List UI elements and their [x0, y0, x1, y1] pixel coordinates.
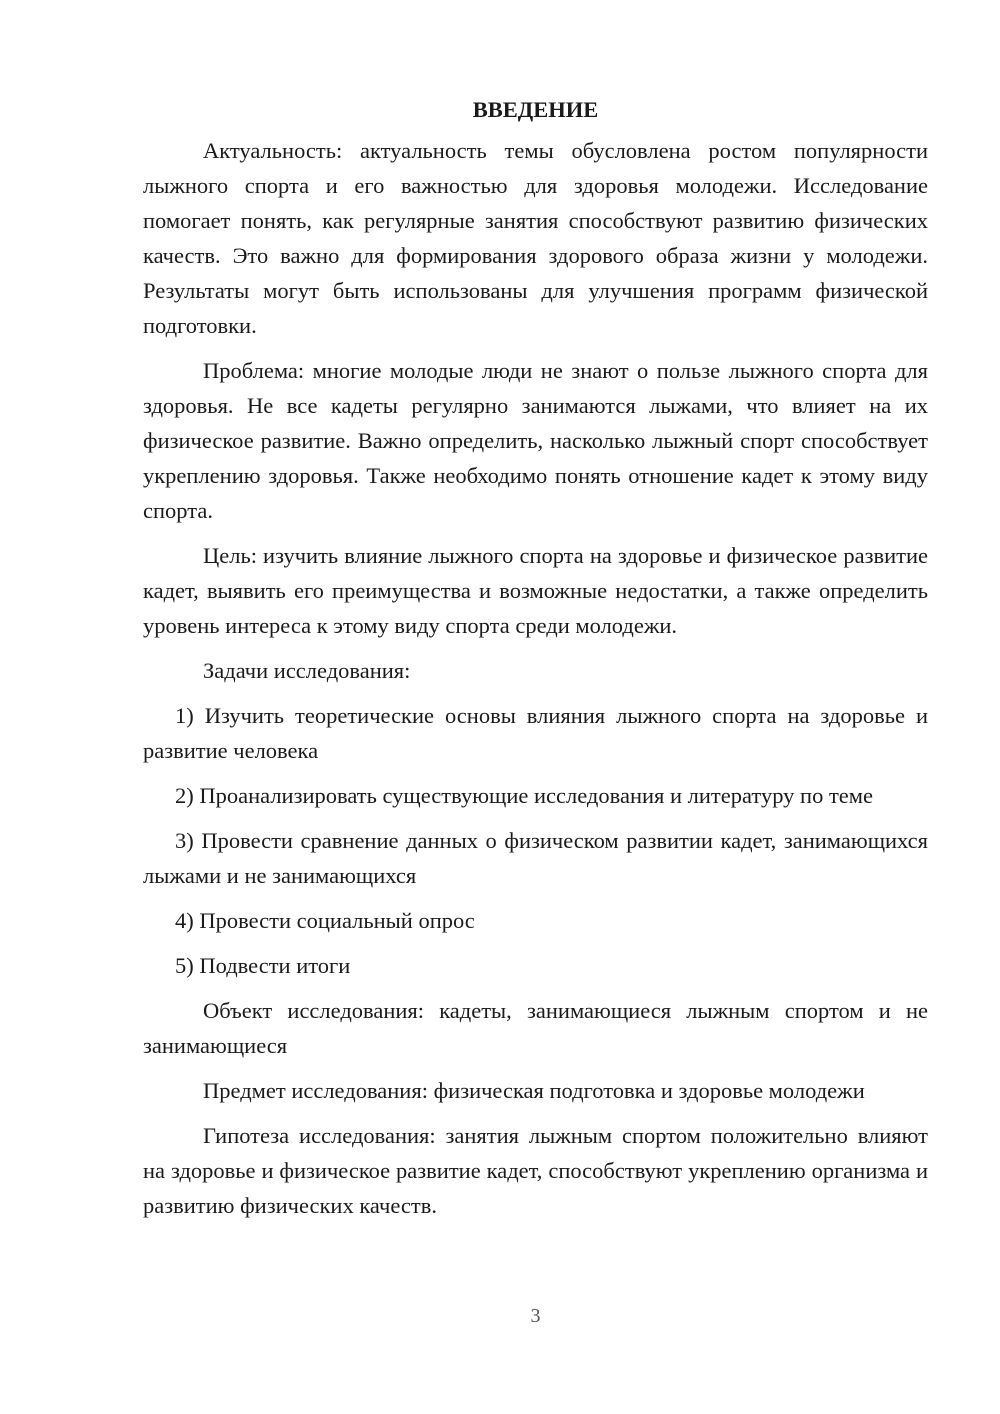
- task-item: 2) Проанализировать существующие исследования и литературу по теме: [175, 783, 873, 808]
- relevance-paragraph: Актуальность: актуальность темы обусловлена ростом популярности лыжного спорта и его важностью для здоровья молодежи. Исследование помогает понять, как регулярные занятия способствуют развитию физических качеств. Это важно для формирования здорового образа жизни у молодежи. Результаты могут быть использованы для улучшения программ физической подготовки.: [143, 138, 928, 338]
- task-item: 3) Провести сравнение данных о физическом развитии кадет, занимающихся лыжами и не занимающихся: [143, 828, 928, 888]
- tasks-heading: Задачи исследования:: [203, 658, 411, 683]
- research-subject-paragraph: Предмет исследования: физическая подготовка и здоровье молодежи: [203, 1078, 865, 1103]
- hypothesis-paragraph: Гипотеза исследования: занятия лыжным спортом положительно влияют на здоровье и физическое развитие кадет, способствуют укреплению организма и развитию физических качеств.: [143, 1123, 928, 1218]
- task-item: 4) Провести социальный опрос: [175, 908, 475, 933]
- task-item: 5) Подвести итоги: [175, 953, 351, 978]
- problem-paragraph: Проблема: многие молодые люди не знают о пользе лыжного спорта для здоровья. Не все кадеты регулярно занимаются лыжами, что влияет на их физическое развитие. Важно определить, насколько лыжный спорт способствует укреплению здоровья. Также необходимо понять отношение кадет к этому виду спорта.: [143, 358, 928, 523]
- task-item: 1) Изучить теоретические основы влияния лыжного спорта на здоровье и развитие человека: [143, 703, 928, 763]
- goal-paragraph: Цель: изучить влияние лыжного спорта на здоровье и физическое развитие кадет, выявить его преимущества и возможные недостатки, а также определить уровень интереса к этому виду спорта среди молодежи.: [143, 543, 928, 638]
- research-object-paragraph: Объект исследования: кадеты, занимающиеся лыжным спортом и не занимающиеся: [143, 998, 928, 1058]
- section-title: ВВЕДЕНИЕ: [472, 97, 599, 122]
- page-content: [143, 92, 928, 1233]
- page-number: 3: [530, 1305, 541, 1327]
